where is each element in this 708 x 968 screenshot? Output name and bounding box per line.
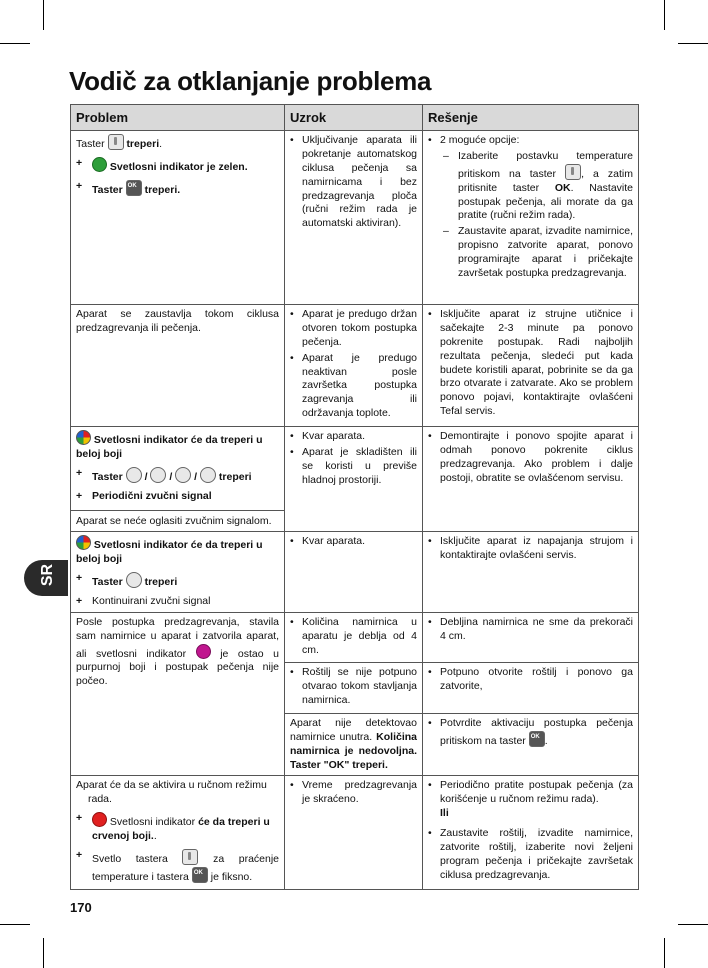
crop-mark: [664, 938, 665, 968]
multicolor-indicator-icon: [76, 430, 91, 445]
table-row: [71, 305, 639, 427]
cause-cell: • Količina namirnica u aparatu je deblja od 4 cm.: [285, 612, 423, 663]
program-button-icon: [126, 467, 142, 483]
green-indicator-icon: [92, 157, 107, 172]
temperature-button-icon: [108, 134, 124, 150]
program-button-icon: [126, 572, 142, 588]
crop-mark: [0, 924, 30, 925]
program-button-icon: [200, 467, 216, 483]
problem-cell: Posle postupka predzagrevanja, stavila sam namirnice u aparat i zatvorila aparat, ali svetlosni indikator je ostao u purpurnoj boji i postupak pečenja nije počeo.: [71, 612, 285, 776]
cause-cell: • Uključivanje aparata ili pokretanje automatskog ciklusa pečenja sa namirnicama i bez predzagrevanja ploča (ručni režim rada je automatski aktiviran).: [285, 131, 423, 305]
table-row: [71, 612, 639, 663]
solution-cell: • Potvrdite aktivaciju postupka pečenja pritiskom na taster OK .: [423, 714, 639, 776]
ok-button-icon: [529, 731, 545, 747]
temperature-button-icon: [182, 849, 198, 865]
solution-cell: • Isključite aparat iz napajanja strujom i kontaktirajte ovlašćeni servis.: [423, 532, 639, 612]
crop-mark: [43, 0, 44, 30]
troubleshooting-table: [70, 104, 639, 890]
page-title: Vodič za otklanjanje problema: [69, 66, 432, 96]
problem-cell: Aparat će da se aktivira u ručnom režimu rada. + Svetlosni indikator će da treperi u crvenoj boji.. + Svetlo tastera za praćenje temperature i tastera OK je fiksno.: [71, 776, 285, 890]
solution-cell: • Demontirajte i ponovo spojite aparat i odmah ponovo pokrenite ciklus predzagrevanja. Ako problem i dalje postoji, obratite se ovlašćenom servisu.: [423, 427, 639, 532]
header-solution: Rešenje: [423, 105, 639, 131]
red-indicator-icon: [92, 812, 107, 827]
solution-cell: • Isključite aparat iz strujne utičnice i sačekajte 2-3 minute pa ponovo pokrenite postupak. Radi najboljih rezultata pečenja, sledeći put kada budete koristili aparat, pobrinite se da ga brzo otvarate i zatvarate. Ako se problem ponovo pojavi, kontaktirajte ovlašćeni Tefal servis.: [423, 305, 639, 427]
problem-cell: Svetlosni indikator će da treperi u beloj boji + Taster treperi + Kontinuirani zvučni signal: [71, 532, 285, 612]
solution-cell: • Debljina namirnica ne sme da prekorači 4 cm.: [423, 612, 639, 663]
problem-cell: Svetlosni indikator će da treperi u beloj boji + Taster / / / treperi + Periodični zvučni signal Aparat se neće oglasiti zvučnim signalom.: [71, 427, 285, 532]
solution-cell: • Potpuno otvorite roštilj i ponovo ga zatvorite,: [423, 663, 639, 714]
program-button-icon: [175, 467, 191, 483]
crop-mark: [678, 43, 708, 44]
ok-button-icon: [126, 180, 142, 196]
cause-cell: • Kvar aparata. • Aparat je skladišten ili se koristi u previše hladnoj prostoriji.: [285, 427, 423, 532]
crop-mark: [678, 924, 708, 925]
purple-indicator-icon: [196, 644, 211, 659]
problem-cell: Taster treperi. + Svetlosni indikator je zelen. + Taster OK treperi.: [71, 131, 285, 305]
crop-mark: [43, 938, 44, 968]
solution-cell: • Periodično pratite postupak pečenja (za korišćenje u ručnom režimu rada). Ili • Zaustavite roštilj, izvadite namirnice, zatvorite roštilj, izaberite novi željeni program pečenja i pričekajte završetak ciklusa predzagrevanja.: [423, 776, 639, 890]
ok-button-icon: [192, 867, 208, 883]
header-problem: Problem: [71, 105, 285, 131]
multicolor-indicator-icon: [76, 535, 91, 550]
program-button-icon: [150, 467, 166, 483]
cause-cell: • Aparat je predugo držan otvoren tokom postupka pečenja. • Aparat je predugo neaktivan posle završetka postupka zagrevanja ili održavanja toplote.: [285, 305, 423, 427]
table-row: [71, 427, 639, 532]
problem-cell: Aparat se zaustavlja tokom ciklusa predzagrevanja ili pečenja.: [71, 305, 285, 427]
table-row: [71, 532, 639, 612]
cause-cell: • Kvar aparata.: [285, 532, 423, 612]
table-row: [71, 776, 639, 890]
cause-cell: Aparat nije detektovao namirnice unutra. Količina namirnica je nedovoljna. Taster "OK" treperi.: [285, 714, 423, 776]
temperature-button-icon: [565, 164, 581, 180]
language-tab: SR: [24, 560, 68, 596]
header-cause: Uzrok: [285, 105, 423, 131]
cause-cell: • Roštilj se nije potpuno otvarao tokom stavljanja namirnica.: [285, 663, 423, 714]
table-header-row: [71, 105, 639, 131]
crop-mark: [664, 0, 665, 30]
table-row: [71, 131, 639, 305]
crop-mark: [0, 43, 30, 44]
solution-cell: • 2 moguće opcije: – Izaberite postavku temperature pritiskom na taster , a zatim pritisnite taster OK. Nastavite postupak pečenja, ali morate da ga pratite (ručni režim rada). – Zaustavite aparat, izvadite namirnice, propisno zatvorite aparat, ponovo programirajte aparat i pričekajte završetak postupka predzagrevanja.: [423, 131, 639, 305]
cause-cell: • Vreme predzagrevanja je skraćeno.: [285, 776, 423, 890]
page-number: 170: [70, 900, 92, 915]
